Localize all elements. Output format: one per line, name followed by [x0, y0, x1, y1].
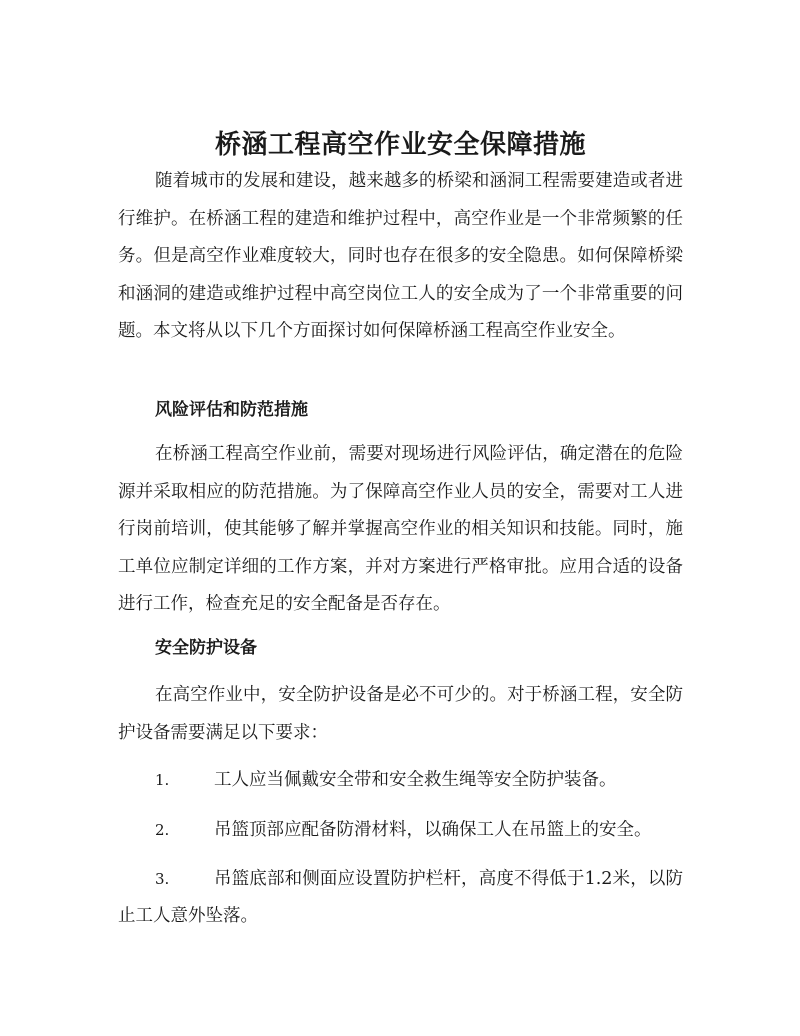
list-text: 吊篮顶部应配备防滑材料，以确保工人在吊篮上的安全。 [214, 820, 652, 840]
section-body-risk: 在桥涵工程高空作业前，需要对现场进行风险评估，确定潜在的危险源并采取相应的防范措施。为了保障高空作业人员的安全，需要对工人进行岗前培训，使其能够了解并掌握高空作业的相关知识和技能。同时，施工单位应制定详细的工作方案，并对方案进行严格审批。应用合适的设备进行工作，检查充足的安全配备是否存在。 [118, 444, 683, 614]
list-item-3 [118, 861, 683, 935]
list-item-2 [118, 812, 683, 849]
list-number: 1. [155, 771, 170, 789]
list-number: 3. [155, 870, 170, 888]
list-number: 2. [155, 821, 170, 839]
intro-paragraph: 随着城市的发展和建设，越来越多的桥梁和涵洞工程需要建造或者进行维护。在桥涵工程的建造和维护过程中，高空作业是一个非常频繁的任务。但是高空作业难度较大，同时也存在很多的安全隐患。如何保障桥梁和涵洞的建造或维护过程中高空岗位工人的安全成为了一个非常重要的问题。本文将从以下几个方面探讨如何保障桥涵工程高空作业安全。 [118, 171, 683, 341]
section-heading-equipment: 安全防护设备 [155, 638, 257, 658]
document-title: 桥涵工程高空作业安全保障措施 [214, 130, 586, 160]
section-body-equipment: 在高空作业中，安全防护设备是必不可少的。对于桥涵工程，安全防护设备需要满足以下要求： [118, 685, 683, 743]
list-text: 吊篮底部和侧面应设置防护栏杆，高度不得低于1.2米，以防止工人意外坠落。 [118, 869, 683, 926]
list-text: 工人应当佩戴安全带和安全救生绳等安全防护装备。 [214, 770, 617, 790]
list-item-1 [118, 762, 683, 799]
section-heading-risk: 风险评估和防范措施 [155, 400, 308, 420]
